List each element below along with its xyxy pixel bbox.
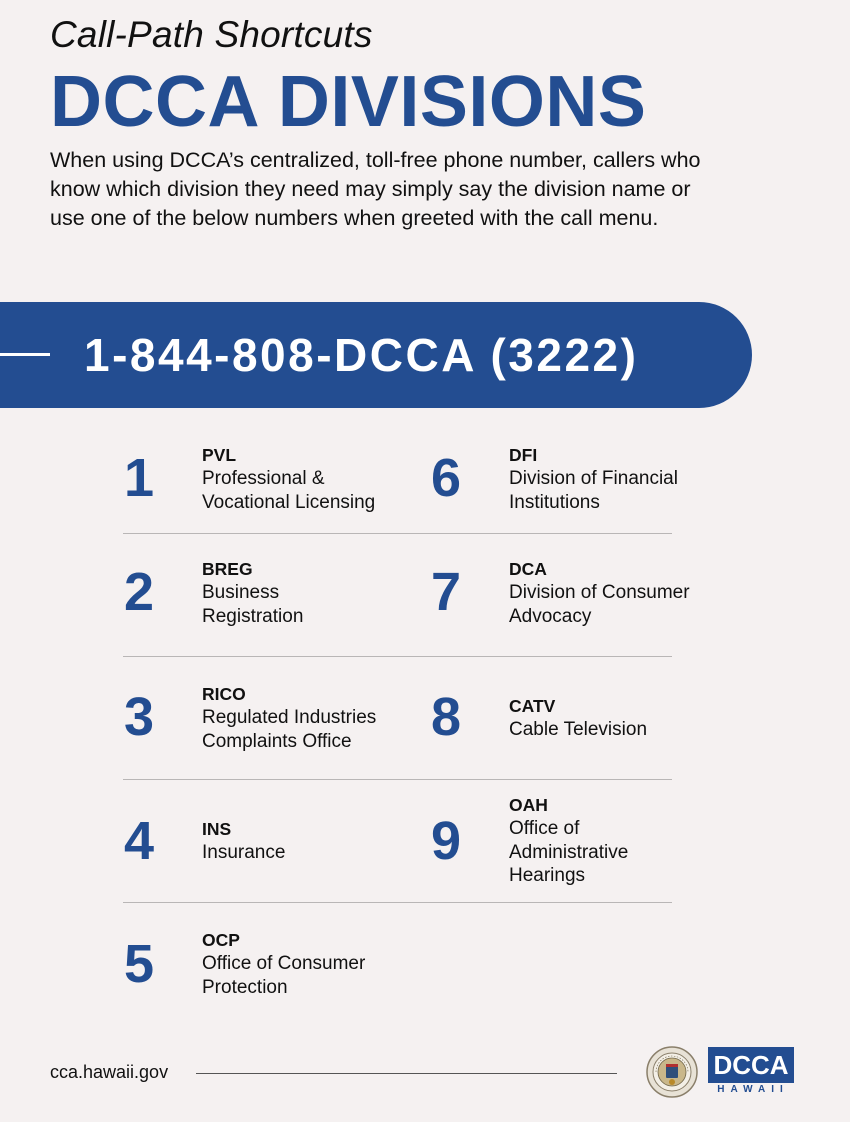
division-code: OAH xyxy=(509,795,548,815)
row-divider xyxy=(123,656,672,657)
division-code: DCA xyxy=(509,559,547,579)
division-entry xyxy=(509,557,724,628)
logo-subtext: HAWAII xyxy=(717,1084,789,1095)
footer-divider xyxy=(196,1073,617,1074)
row-divider xyxy=(123,533,672,534)
page-title: DCCA DIVISIONS xyxy=(50,62,647,142)
division-code: PVL xyxy=(202,445,237,465)
phone-number[interactable]: 1-844-808-DCCA (3222) xyxy=(84,329,639,381)
division-name: Regulated Industries Complaints Office xyxy=(202,707,377,752)
division-entry xyxy=(202,443,417,514)
division-name: Cable Television xyxy=(509,719,648,740)
division-entry xyxy=(509,443,724,514)
division-name: Division of Financial Institutions xyxy=(509,468,678,513)
division-number: 1 xyxy=(123,448,155,508)
division-code: INS xyxy=(202,819,232,839)
division-number: 9 xyxy=(430,811,462,871)
division-name: Insurance xyxy=(202,842,286,863)
division-entry xyxy=(509,694,724,742)
division-code: OCP xyxy=(202,930,240,950)
division-name: Office of Consumer Protection xyxy=(202,953,366,998)
division-code: DFI xyxy=(509,445,538,465)
phone-banner xyxy=(0,302,752,408)
division-number: 7 xyxy=(430,562,462,622)
division-number: 4 xyxy=(123,811,155,871)
dcca-hawaii-logo xyxy=(708,1047,794,1097)
website-link[interactable]: cca.hawaii.gov xyxy=(50,1062,169,1082)
division-code: CATV xyxy=(509,696,556,716)
division-name: Division of Consumer Advocacy xyxy=(509,582,690,627)
division-entry xyxy=(509,793,724,888)
division-entry xyxy=(202,928,417,999)
division-code: RICO xyxy=(202,684,246,704)
division-entry xyxy=(202,557,417,628)
division-number: 8 xyxy=(430,687,462,747)
division-number: 3 xyxy=(123,687,155,747)
state-seal-icon xyxy=(646,1046,698,1098)
row-divider xyxy=(123,779,672,780)
division-name: Business Registration xyxy=(202,582,304,627)
division-entry xyxy=(202,682,417,753)
page-subtitle: Call-Path Shortcuts xyxy=(50,14,373,55)
division-name: Office of Administrative Hearings xyxy=(509,818,629,886)
intro-text: When using DCCA’s centralized, toll-free phone number, callers who know which division they need may simply say the division name or use one of the below numbers when greeted with the call menu. xyxy=(50,148,701,230)
division-name: Professional & Vocational Licensing xyxy=(202,468,376,513)
division-number: 2 xyxy=(123,562,155,622)
row-divider xyxy=(123,902,672,903)
division-number: 6 xyxy=(430,448,462,508)
division-entry xyxy=(202,817,417,865)
division-number: 5 xyxy=(123,934,155,994)
division-code: BREG xyxy=(202,559,253,579)
banner-dash xyxy=(0,353,50,356)
logo-text: DCCA xyxy=(713,1050,789,1080)
